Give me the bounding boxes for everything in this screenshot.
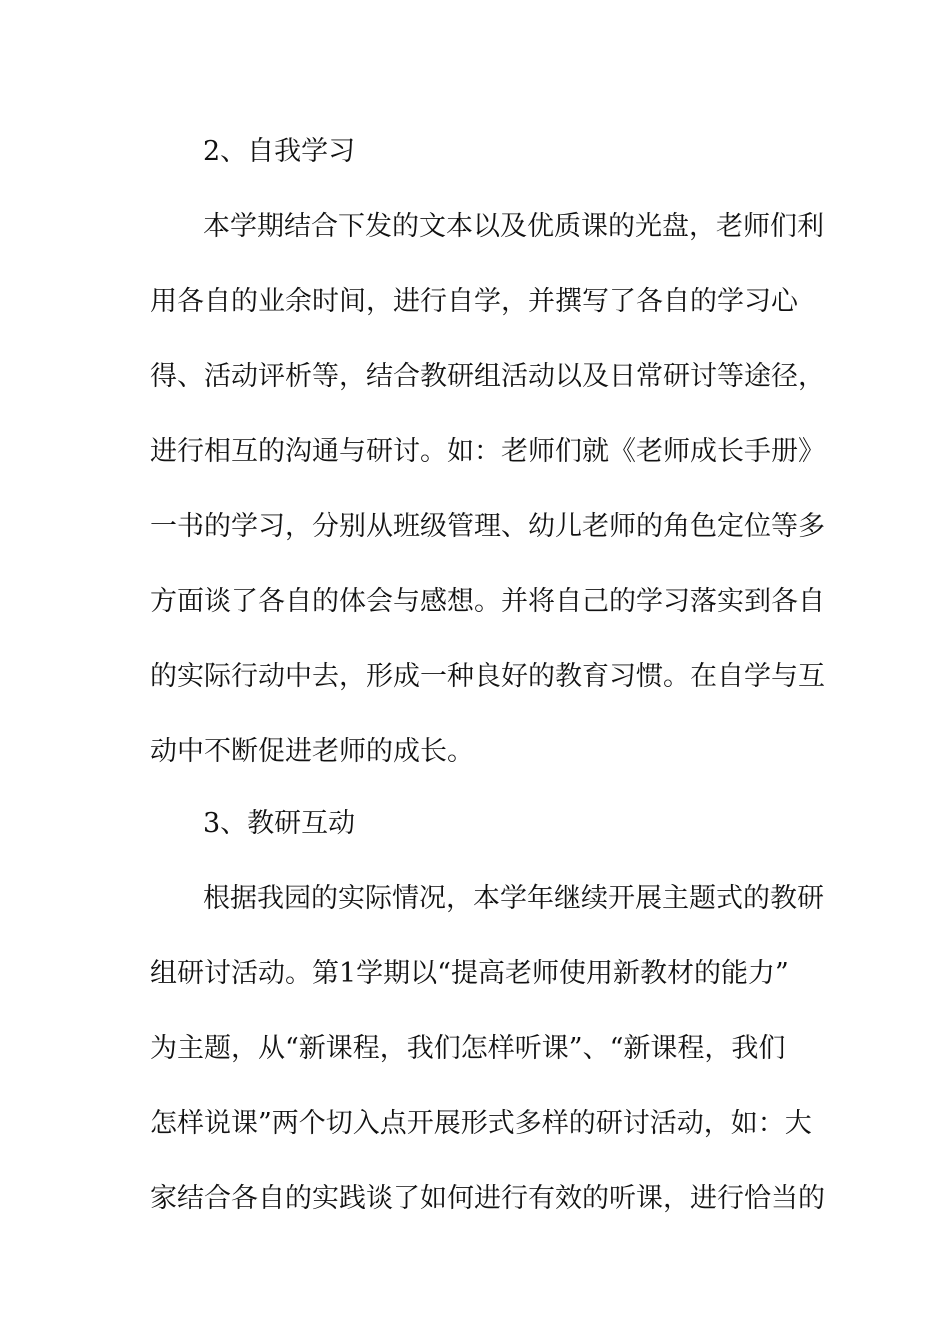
paragraph-line: 怎样说课”两个切入点开展形式多样的研讨活动，如：大 xyxy=(150,1108,812,1139)
paragraph-line: 一书的学习，分别从班级管理、幼儿老师的角色定位等多 xyxy=(150,511,825,542)
paragraph-line: 动中不断促进老师的成长。 xyxy=(150,736,474,767)
paragraph-line: 方面谈了各自的体会与感想。并将自己的学习落实到各自 xyxy=(150,586,825,617)
paragraph-line: 用各自的业余时间，进行自学，并撰写了各自的学习心 xyxy=(150,286,798,317)
paragraph-line: 为主题，从“新课程，我们怎样听课”、“新课程，我们 xyxy=(150,1033,786,1064)
paragraph-line: 得、活动评析等，结合教研组活动以及日常研讨等途径， xyxy=(150,361,825,392)
paragraph-line: 家结合各自的实践谈了如何进行有效的听课，进行恰当的 xyxy=(150,1183,825,1214)
paragraph-line: 根据我园的实际情况，本学年继续开展主题式的教研 xyxy=(203,883,824,914)
paragraph-line: 进行相互的沟通与研讨。如：老师们就《老师成长手册》 xyxy=(150,436,825,467)
section-heading-self-study: 2、自我学习 xyxy=(203,136,356,167)
paragraph-line: 组研讨活动。第1学期以“提高老师使用新教材的能力” xyxy=(150,958,789,989)
section-heading-teaching-research: 3、教研互动 xyxy=(203,808,356,839)
paragraph-line: 本学期结合下发的文本以及优质课的光盘，老师们利 xyxy=(203,211,824,242)
paragraph-line: 的实际行动中去，形成一种良好的教育习惯。在自学与互 xyxy=(150,661,825,692)
